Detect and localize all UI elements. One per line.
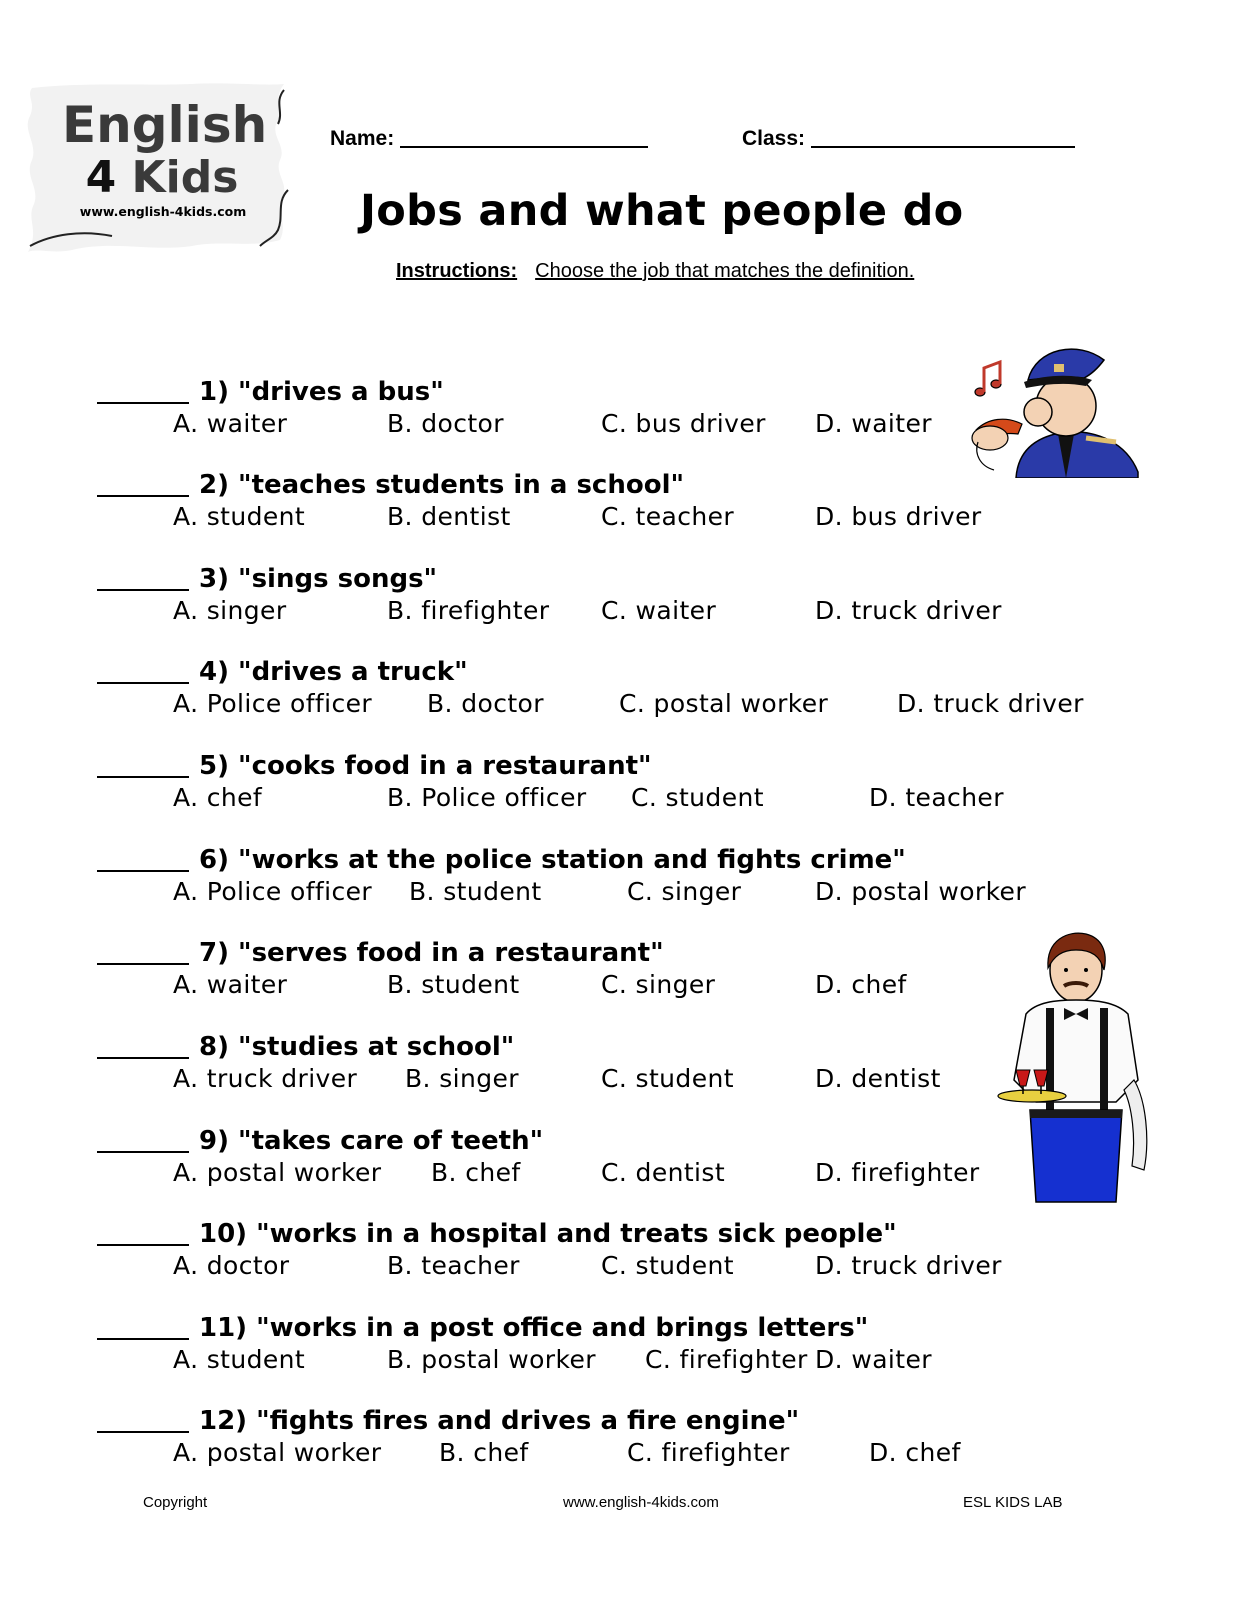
answer-option[interactable]: C. student [601,1064,734,1093]
instructions-label: Instructions: [396,260,518,282]
answer-blank[interactable] [97,949,189,965]
answer-option[interactable]: C. student [601,1251,734,1280]
question-prompt: 3) "sings songs" [199,564,438,594]
answer-option[interactable]: C. bus driver [601,409,766,438]
waiter-illustration [996,930,1156,1209]
question-prompt: 1) "drives a bus" [199,377,444,407]
answer-option[interactable]: B. teacher [387,1251,520,1280]
answer-option[interactable]: C. singer [601,970,716,999]
question-prompt: 6) "works at the police station and fights crime" [199,845,906,875]
answer-option[interactable]: D. truck driver [815,1251,1002,1280]
answer-option[interactable]: C. waiter [601,596,717,625]
question-line [97,844,1137,876]
answer-option[interactable]: D. truck driver [897,689,1084,718]
answer-options [97,501,1137,533]
answer-option[interactable]: A. postal worker [173,1438,382,1467]
answer-option[interactable]: A. Police officer [173,877,373,906]
answer-option[interactable]: D. chef [815,970,907,999]
question-item [97,844,1137,908]
answer-option[interactable]: B. postal worker [387,1345,596,1374]
answer-option[interactable]: A. waiter [173,409,288,438]
answer-options [97,969,1137,1001]
question-prompt: 5) "cooks food in a restaurant" [199,751,652,781]
answer-option[interactable]: D. waiter [815,409,932,438]
footer-website: www.english-4kids.com [563,1494,719,1511]
answer-option[interactable]: C. dentist [601,1158,726,1187]
question-item [97,1218,1137,1282]
answer-option[interactable]: A. waiter [173,970,288,999]
answer-option[interactable]: B. chef [439,1438,529,1467]
answer-option[interactable]: A. chef [173,783,263,812]
instructions-text: Choose the job that matches the definition. [535,260,915,282]
name-field[interactable] [330,126,648,151]
answer-option[interactable]: D. teacher [869,783,1004,812]
question-item [97,1312,1137,1376]
question-line [97,1405,1137,1437]
question-item [97,937,1137,1001]
answer-option[interactable]: B. student [387,970,520,999]
answer-option[interactable]: D. chef [869,1438,961,1467]
question-line [97,1125,1137,1157]
question-prompt: 11) "works in a post office and brings letters" [199,1313,869,1343]
answer-option[interactable]: B. firefighter [387,596,550,625]
answer-option[interactable]: A. Police officer [173,689,373,718]
question-prompt: 12) "fights fires and drives a fire engine" [199,1406,800,1436]
answer-option[interactable]: A. postal worker [173,1158,382,1187]
answer-option[interactable]: B. doctor [387,409,504,438]
answer-options [97,595,1137,627]
answer-blank[interactable] [97,762,189,778]
question-prompt: 8) "studies at school" [199,1032,515,1062]
logo-word-kids [62,152,262,203]
police-officer-whistle-icon [966,338,1141,478]
name-blank-line[interactable] [400,126,648,148]
answer-blank[interactable] [97,856,189,872]
answer-blank[interactable] [97,1324,189,1340]
answer-option[interactable]: A. student [173,1345,306,1374]
answer-options [97,1344,1137,1376]
answer-blank[interactable] [97,1137,189,1153]
logo-number-4: 4 [85,152,117,203]
answer-option[interactable]: A. doctor [173,1251,290,1280]
answer-option[interactable]: B. dentist [387,502,511,531]
answer-options [97,688,1137,720]
answer-options [97,1157,1137,1189]
question-prompt: 9) "takes care of teeth" [199,1126,544,1156]
answer-option[interactable]: B. chef [431,1158,521,1187]
question-line [97,1312,1137,1344]
answer-option[interactable]: C. firefighter [627,1438,790,1467]
answer-option[interactable]: A. singer [173,596,287,625]
answer-options [97,1437,1137,1469]
answer-blank[interactable] [97,1230,189,1246]
question-prompt: 4) "drives a truck" [199,657,468,687]
answer-option[interactable]: D. dentist [815,1064,941,1093]
question-prompt: 2) "teaches students in a school" [199,470,685,500]
question-line [97,750,1137,782]
question-item [97,1031,1137,1095]
answer-blank[interactable] [97,1417,189,1433]
answer-option[interactable]: B. singer [405,1064,519,1093]
answer-option[interactable]: C. teacher [601,502,735,531]
footer-copyright: Copyright [143,1494,208,1511]
question-item [97,656,1137,720]
name-label: Name: [330,127,395,150]
answer-option[interactable]: A. truck driver [173,1064,358,1093]
question-line [97,1218,1137,1250]
question-item [97,1125,1137,1189]
class-blank-line[interactable] [811,126,1075,148]
answer-blank[interactable] [97,575,189,591]
english-4-kids-logo [22,80,307,260]
answer-options [97,782,1137,814]
question-item [97,563,1137,627]
logo-kids-text: Kids [131,152,239,203]
answer-option[interactable]: A. student [173,502,306,531]
logo-url: www.english-4kids.com [79,204,247,219]
answer-option[interactable]: C. student [631,783,764,812]
logo-word-english: English [62,96,268,154]
answer-options [97,876,1137,908]
question-prompt: 7) "serves food in a restaurant" [199,938,664,968]
answer-option[interactable]: C. firefighter [645,1345,808,1374]
answer-blank[interactable] [97,1043,189,1059]
answer-option[interactable]: C. singer [627,877,742,906]
answer-option[interactable]: D. waiter [815,1345,932,1374]
question-prompt: 10) "works in a hospital and treats sick people" [199,1219,897,1249]
instructions [396,260,914,283]
police-officer-illustration [966,338,1141,482]
class-field[interactable] [742,126,1075,151]
answer-option[interactable]: B. student [409,877,542,906]
class-label: Class: [742,127,806,150]
answer-options [97,1250,1137,1282]
question-item [97,1405,1137,1469]
question-line [97,937,1137,969]
worksheet-title: Jobs and what people do [360,186,964,236]
answer-option[interactable]: C. postal worker [619,689,829,718]
answer-option[interactable]: D. bus driver [815,502,982,531]
question-item [97,750,1137,814]
answer-option[interactable]: D. postal worker [815,877,1027,906]
question-line [97,563,1137,595]
answer-option[interactable]: D. truck driver [815,596,1002,625]
waiter-with-tray-icon [996,930,1156,1205]
question-line [97,1031,1137,1063]
answer-option[interactable]: B. Police officer [387,783,587,812]
question-line [97,656,1137,688]
answer-option[interactable]: B. doctor [427,689,544,718]
answer-blank[interactable] [97,388,189,404]
answer-option[interactable]: D. firefighter [815,1158,980,1187]
answer-blank[interactable] [97,481,189,497]
footer-brand: ESL KIDS LAB [963,1494,1063,1511]
answer-blank[interactable] [97,668,189,684]
answer-options [97,1063,1137,1095]
